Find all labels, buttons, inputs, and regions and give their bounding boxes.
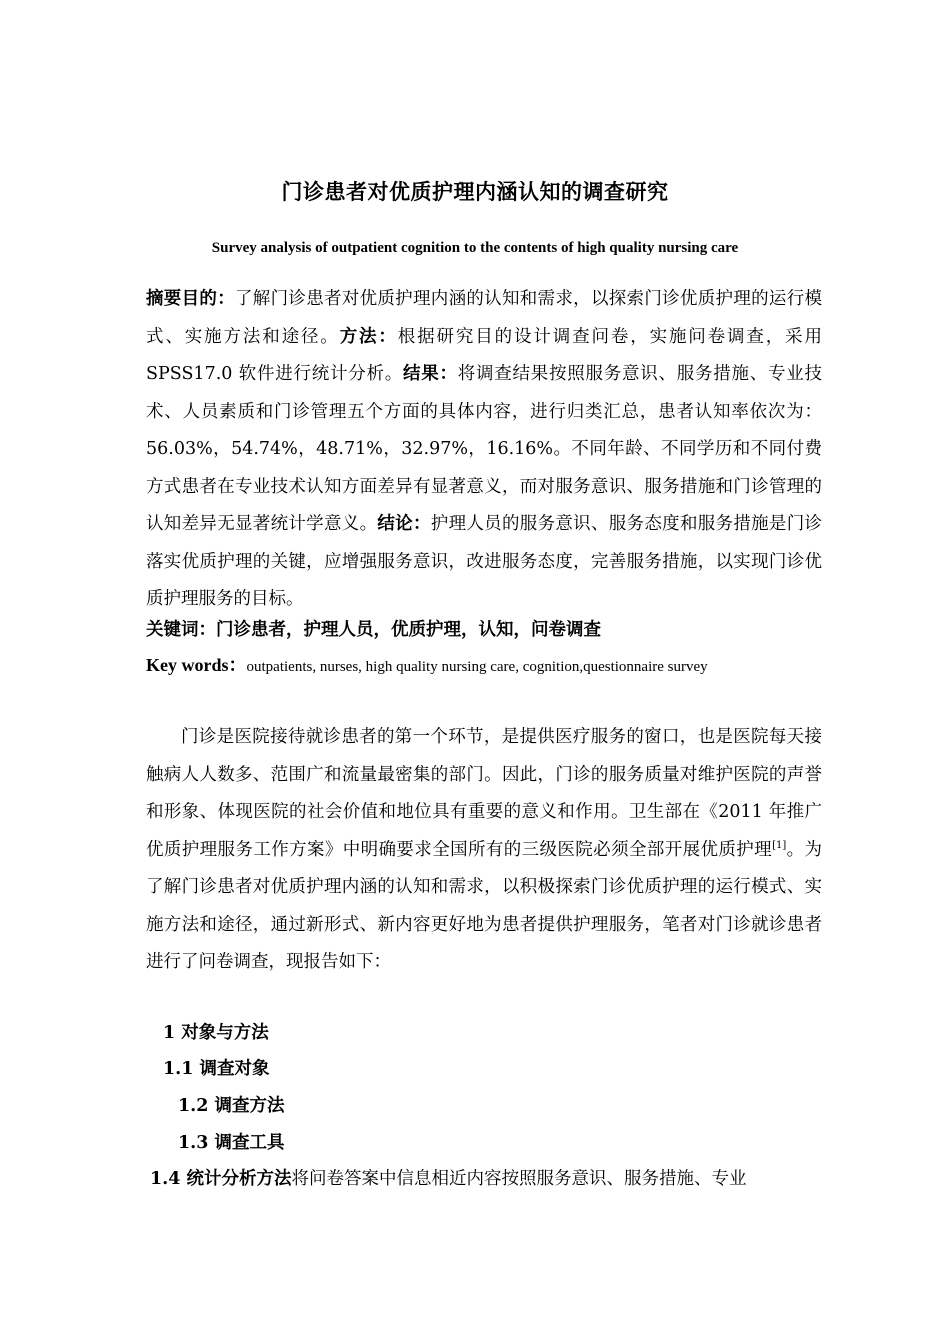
section-heading-1: 1 对象与方法	[163, 1023, 269, 1043]
citation-ref: [1]	[772, 839, 787, 851]
paper-subtitle-english: Survey analysis of outpatient cognition to the contents of high quality nursing care	[211, 240, 739, 256]
abstract-conclusion-label: 结论：	[377, 514, 431, 534]
abstract-result-text: 将调查结果按照服务意识、服务措施、专业技术、人员素质和门诊管理五个方面的具体内容，进行归类汇总，患者认知率依次为：56.03%，54.74%，48.71%，32.97%，16.16%。不同年龄、不同学历和不同付费方式患者在专业技术认知方面差异有显著意义，而对服务意识、服务措施和门诊管理的认知差异无显著统计学意义。	[146, 364, 823, 534]
keywords-chinese: 关键词：门诊患者，护理人员，优质护理，认知，问卷调查	[146, 620, 601, 640]
section-1-4	[150, 1164, 822, 1194]
abstract-method-label: 方法：	[339, 326, 398, 347]
intro-paragraph	[146, 719, 822, 982]
section-heading-1-1: 1.1 调查对象	[163, 1059, 270, 1079]
paper-title: 门诊患者对优质护理内涵认知的调查研究	[281, 179, 669, 204]
abstract-objective-label: 摘要目的：	[146, 289, 235, 309]
abstract-method-text: 根据研究目的设计调查问卷，实施问卷调查，采用 SPSS17.0 软件进行统计分析。	[146, 326, 823, 384]
intro-text-part1: 门诊是医院接待就诊患者的第一个环节，是提供医疗服务的窗口，也是医院每天接触病人人数多、范围广和流量最密集的部门。因此，门诊的服务质量对维护医院的声誉和形象、体现医院的社会价值和地位具有重要的意义和作用。卫生部在《2011 年推广优质护理服务工作方案》中明确要求全国所有的三级医院必须全部开展优质护理	[146, 727, 822, 860]
keywords-english-label: Key words：	[146, 655, 247, 675]
keywords-english-value: outpatients, nurses, high quality nursing care, cognition,questionnaire survey	[246, 659, 708, 675]
keywords-english	[146, 650, 822, 682]
section-heading-1-3: 1.3 调查工具	[178, 1133, 285, 1153]
abstract-result-label: 结果：	[402, 364, 458, 384]
abstract	[146, 281, 822, 619]
abstract-conclusion-text: 护理人员的服务意识、服务态度和服务措施是门诊落实优质护理的关键，应增强服务意识，改进服务态度，完善服务措施，以实现门诊优质护理服务的目标。	[146, 514, 823, 609]
section-1-4-text: 将问卷答案中信息相近内容按照服务意识、服务措施、专业	[291, 1169, 747, 1189]
section-heading-1-2: 1.2 调查方法	[178, 1096, 285, 1116]
abstract-objective-text: 了解门诊患者对优质护理内涵的认知和需求，以探索门诊优质护理的运行模式、实施方法和途径。	[146, 289, 823, 347]
section-heading-1-4: 1.4 统计分析方法	[150, 1169, 292, 1189]
intro-text-part2: 。为了解门诊患者对优质护理内涵的认知和需求，以积极探索门诊优质护理的运行模式、实施方法和途径，通过新形式、新内容更好地为患者提供护理服务，笔者对门诊就诊患者进行了问卷调查，现报告如下：	[146, 839, 823, 972]
